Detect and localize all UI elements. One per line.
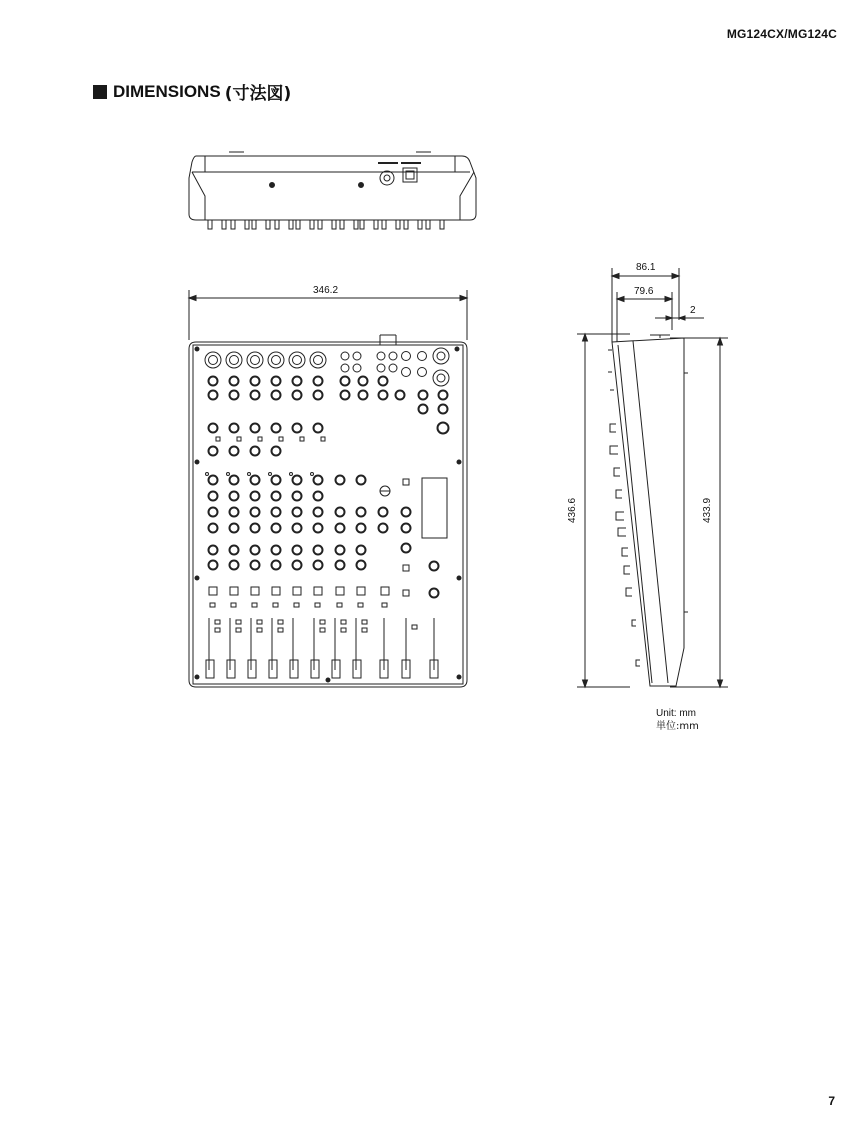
page-number: 7	[828, 1094, 835, 1108]
gain-knobs	[195, 424, 461, 465]
offset-label: 2	[690, 305, 696, 316]
faders	[195, 618, 461, 682]
jack-rows	[209, 377, 449, 434]
section-title-jp: (寸法図)	[224, 84, 292, 104]
unit-note	[656, 707, 699, 733]
unit-note-en: Unit: mm	[656, 708, 696, 719]
rear-view-knobs	[208, 220, 444, 229]
channel-knobs	[195, 473, 461, 598]
model-name: MG124CX/MG124C	[726, 27, 837, 41]
top-view-panel	[189, 335, 467, 687]
height-total-label: 86.1	[636, 262, 656, 273]
section-title: DIMENSIONS	[113, 81, 221, 101]
xlr-inputs	[205, 352, 326, 368]
side-dimensions	[577, 268, 728, 687]
unit-note-jp: 単位:mm	[656, 721, 699, 732]
rear-view-drawing	[189, 152, 476, 220]
stereo-inputs	[195, 347, 459, 386]
width-dim-label: 346.2	[313, 285, 339, 296]
depth-total-label: 436.6	[567, 497, 579, 524]
switch-rows	[209, 587, 389, 607]
depth-panel-label: 433.9	[702, 497, 714, 524]
width-dimension	[189, 290, 467, 340]
height-body-label: 79.6	[634, 286, 654, 297]
side-view-drawing	[608, 335, 688, 686]
